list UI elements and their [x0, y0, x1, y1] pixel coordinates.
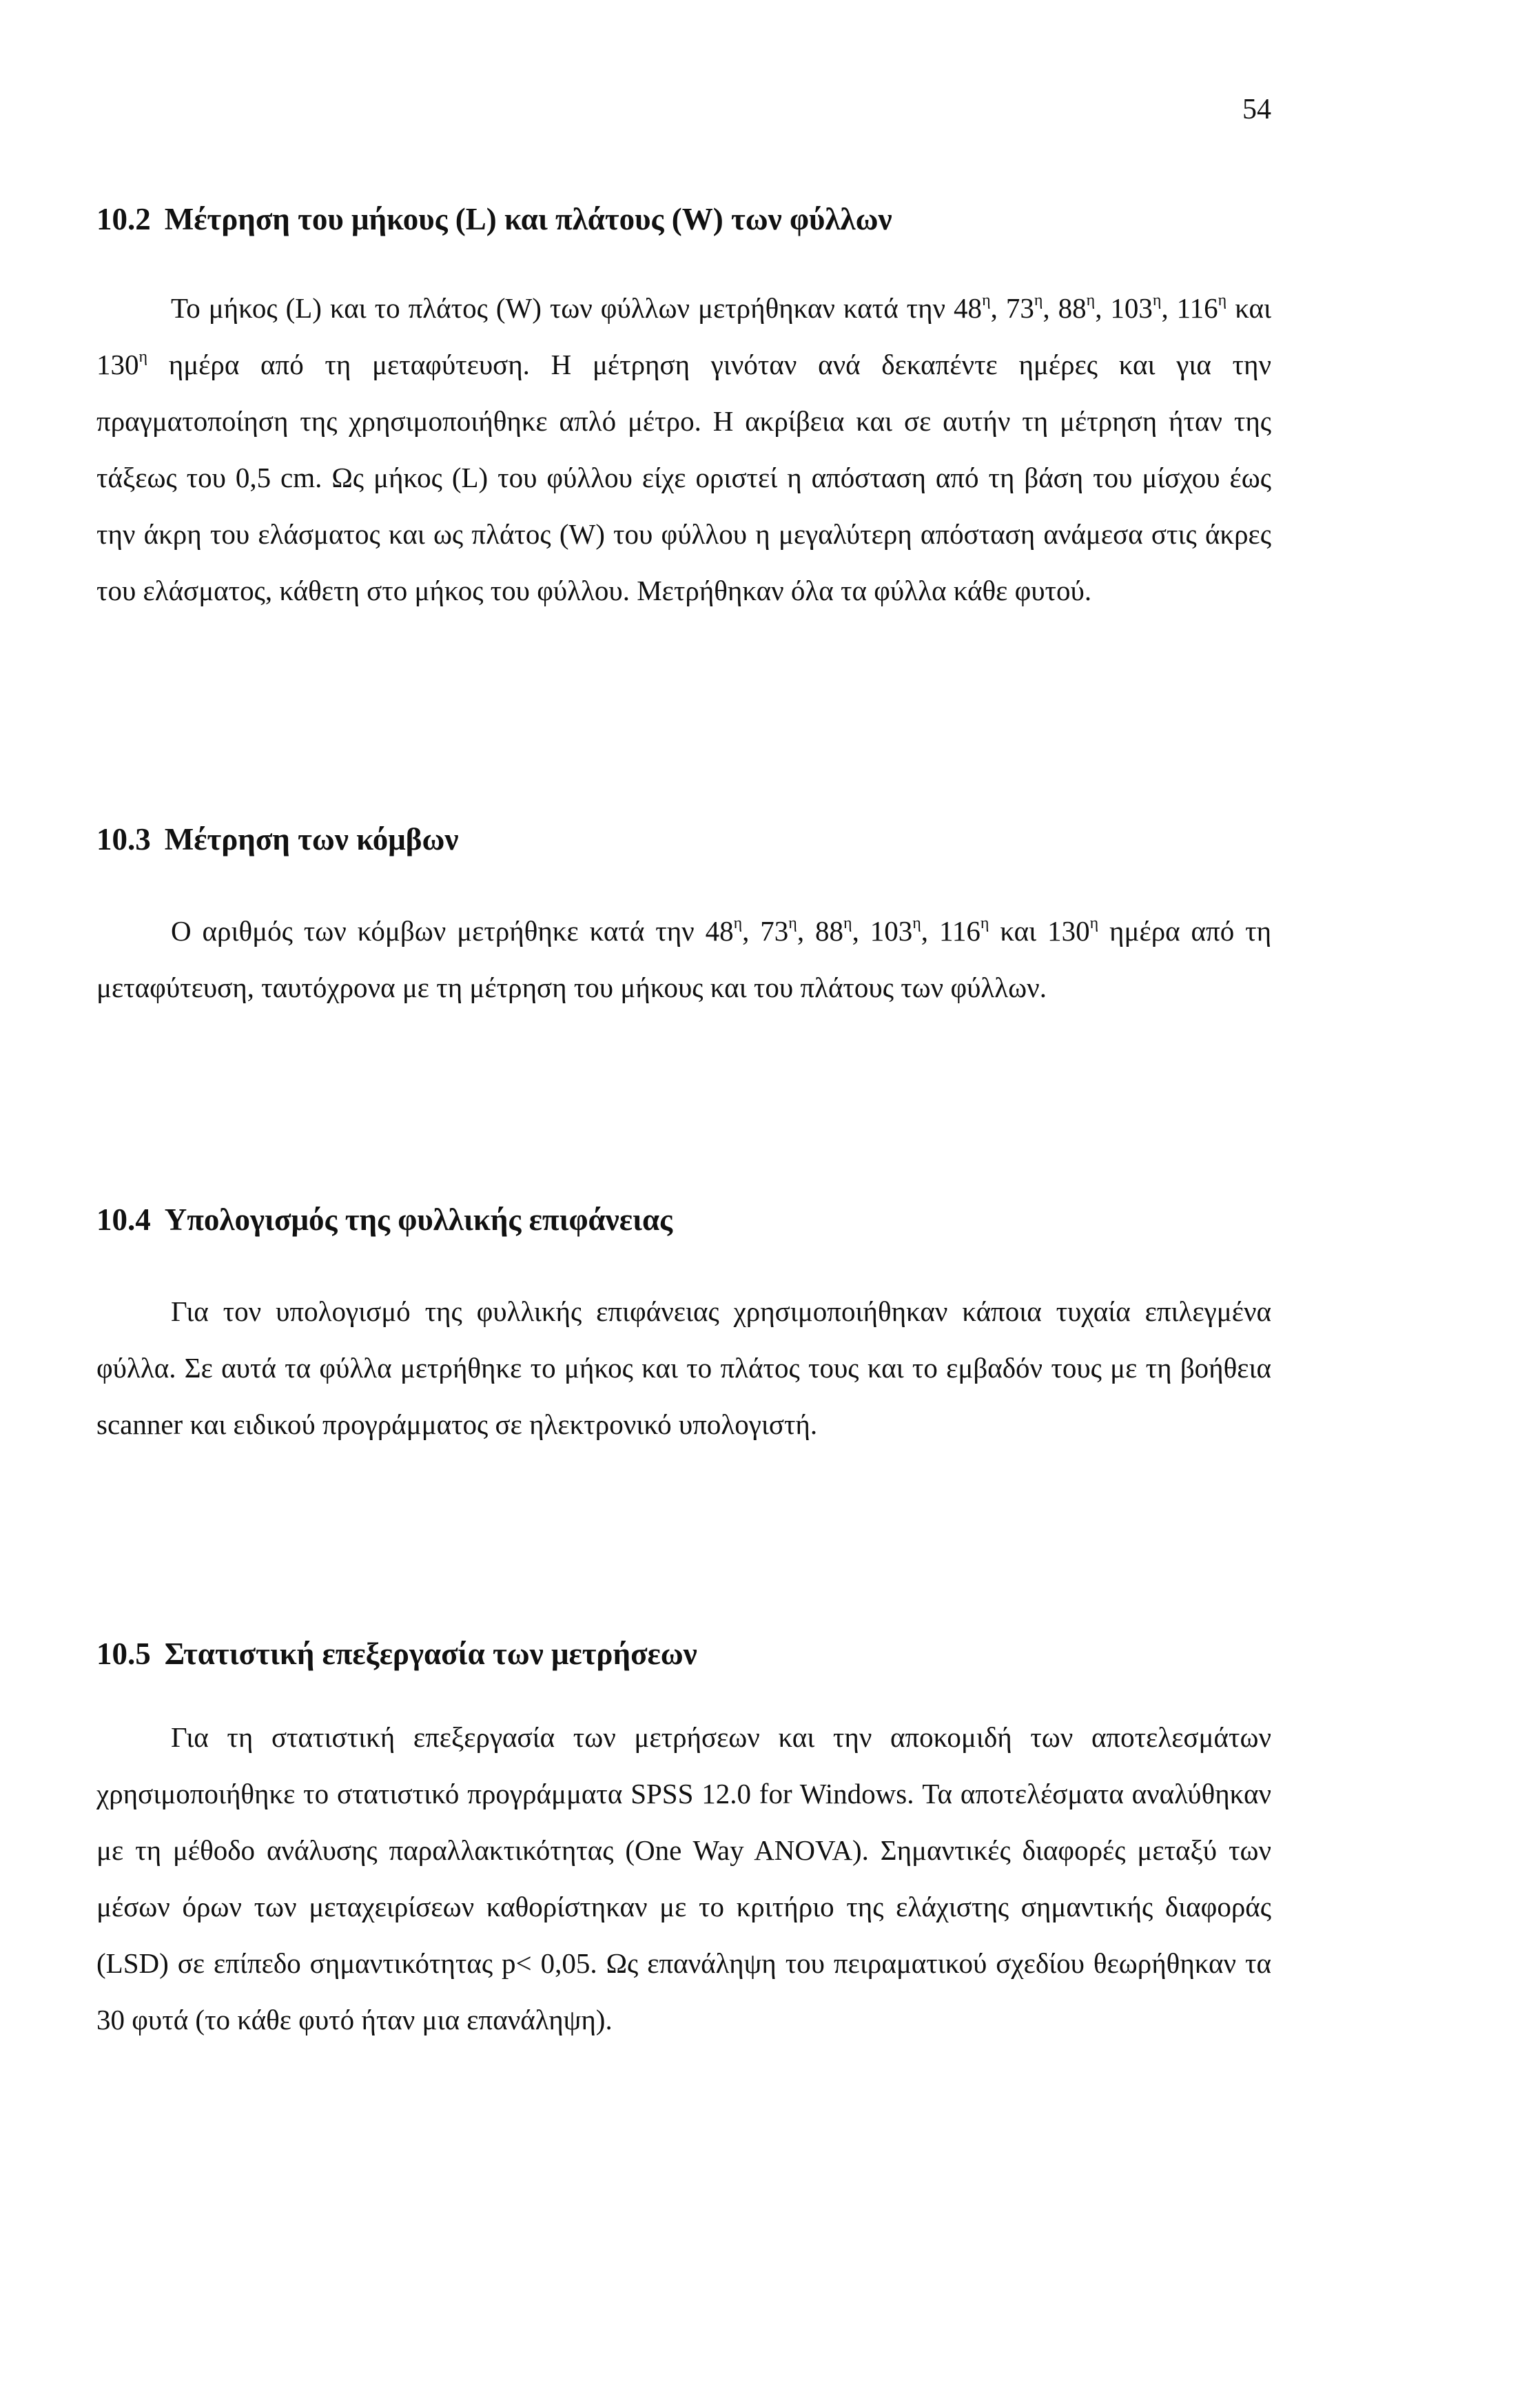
- section-heading: [96, 819, 1271, 860]
- ordinal-suffix: η: [843, 914, 852, 932]
- section-title: Μέτρηση των κόμβων: [164, 822, 459, 857]
- section-number: 10.2: [96, 202, 151, 236]
- ordinal-suffix: η: [1089, 914, 1099, 932]
- page-number: 54: [1242, 94, 1271, 125]
- section-10-4: [96, 1199, 1271, 1453]
- section-paragraph: [96, 280, 1271, 619]
- section-heading: [96, 1633, 1271, 1674]
- section-10-2: [96, 198, 1271, 619]
- section-paragraph: [96, 903, 1271, 1016]
- paragraph-text: και 130: [96, 292, 1272, 380]
- paragraph-text: Ο αριθμός των κόμβων μετρήθηκε κατά την 48: [171, 915, 734, 947]
- section-title: Στατιστική επεξεργασία των μετρήσεων: [164, 1637, 697, 1671]
- section-number: 10.3: [96, 822, 151, 857]
- paragraph-text: και 130: [989, 915, 1090, 947]
- ordinal-suffix: η: [1034, 291, 1043, 309]
- ordinal-suffix: η: [982, 291, 991, 309]
- paragraph-text: , 73: [990, 292, 1034, 324]
- section-number: 10.5: [96, 1637, 151, 1671]
- paragraph-text: , 88: [1043, 292, 1087, 324]
- section-10-5: [96, 1633, 1271, 2048]
- ordinal-suffix: η: [138, 348, 148, 366]
- section-title: Υπολογισμός της φυλλικής επιφάνειας: [164, 1202, 673, 1237]
- paragraph-text: , 88: [797, 915, 844, 947]
- section-paragraph: Για τη στατιστική επεξεργασία των μετρήσεων και την αποκομιδή των αποτελεσμάτων χρησιμοποιήθηκε το στατιστικό προγράμματα SPSS 12.0 for Windows. Τα αποτελέσματα αναλύθηκαν με τη μέθοδο ανάλυσης παραλλακτικότητας (One Way ANOVA). Σημαντικές διαφορές μεταξύ των μέσων όρων των μεταχειρίσεων καθορίστηκαν με το κριτήριο της ελάχιστης σημαντικής διαφοράς (LSD) σε επίπεδο σημαντικότητας p< 0,05. Ως επανάληψη του πειραματικού σχεδίου θεωρήθηκαν τα 30 φυτά (το κάθε φυτό ήταν μια επανάληψη).: [96, 1721, 1271, 2036]
- section-10-3: [96, 819, 1271, 1016]
- ordinal-suffix: η: [1152, 291, 1162, 309]
- ordinal-suffix: η: [733, 914, 743, 932]
- ordinal-suffix: η: [1086, 291, 1096, 309]
- paragraph-text: , 116: [921, 915, 981, 947]
- section-heading: [96, 198, 1271, 240]
- section-paragraph: Για τον υπολογισμό της φυλλικής επιφάνειας χρησιμοποιήθηκαν κάποια τυχαία επιλεγμένα φύλλα. Σε αυτά τα φύλλα μετρήθηκε το μήκος και το πλάτος τους και το εμβαδόν τους με τη βοήθεια scanner και ειδικού προγράμματος σε ηλεκτρονικό υπολογιστή.: [96, 1295, 1271, 1440]
- ordinal-suffix: η: [1218, 291, 1227, 309]
- paragraph-text: , 116: [1161, 292, 1218, 324]
- paragraph-text: , 103: [1095, 292, 1153, 324]
- ordinal-suffix: η: [788, 914, 797, 932]
- section-number: 10.4: [96, 1202, 151, 1237]
- paragraph-text: Το μήκος (L) και το πλάτος (W) των φύλλων μετρήθηκαν κατά την 48: [171, 292, 983, 324]
- paragraph-text: ημέρα από τη μεταφύτευση. Η μέτρηση γινόταν ανά δεκαπέντε ημέρες και για την πραγματοποίηση της χρησιμοποιήθηκε απλό μέτρο. Η ακρίβεια και σε αυτήν τη μέτρηση ήταν της τάξεως του 0,5 cm. Ως μήκος (L) του φύλλου είχε οριστεί η απόσταση από τη βάση του μίσχου έως την άκρη του ελάσματος και ως πλάτος (W) του φύλλου η μεγαλύτερη απόσταση ανάμεσα στις άκρες του ελάσματος, κάθετη στο μήκος του φύλλου. Μετρήθηκαν όλα τα φύλλα κάθε φυτού.: [96, 349, 1271, 606]
- ordinal-suffix: η: [912, 914, 921, 932]
- paragraph-text: ημέρα από τη μεταφύτευση, ταυτόχρονα με τη μέτρηση του μήκους και του πλάτους των φύλλων.: [96, 915, 1272, 1003]
- ordinal-suffix: η: [980, 914, 989, 932]
- paragraph-text: , 73: [742, 915, 789, 947]
- section-title: Μέτρηση του μήκους (L) και πλάτους (W) των φύλλων: [164, 202, 892, 236]
- paragraph-text: , 103: [852, 915, 913, 947]
- section-heading: [96, 1199, 1271, 1240]
